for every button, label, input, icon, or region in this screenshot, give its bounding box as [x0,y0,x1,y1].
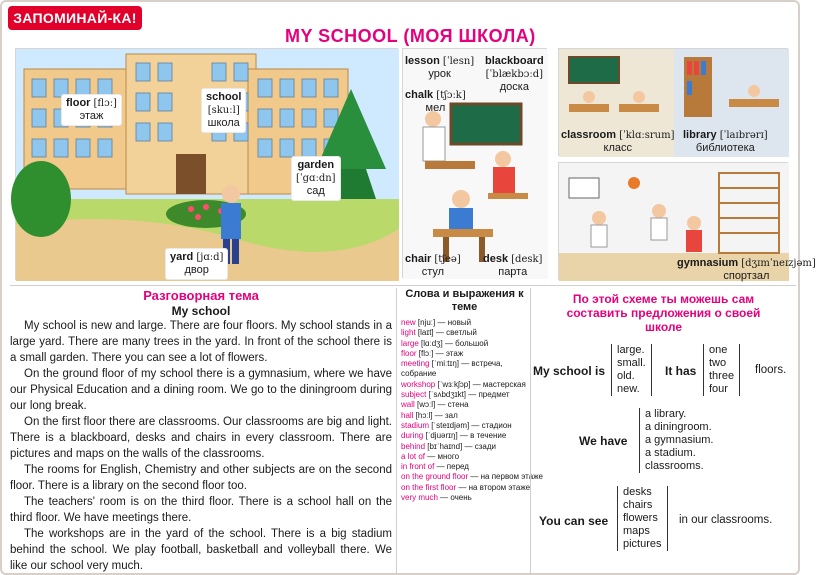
topic-column [10,288,392,573]
topic-subtitle: My school [171,304,231,318]
label-chalk: chalk [tʃɔːk] мел [405,89,466,114]
vocab-item: floor [flɔː] — этаж [401,348,464,358]
scheme-see-items: desks chairs flowers maps pictures [617,486,668,551]
vocab-item: in front of — перед [401,462,469,472]
vocab-item: light [laɪt] — светлый [401,328,477,338]
topic-paragraph: On the ground floor of my school there is a gymnasium, where we have our Physical Education and a dining room. We go to the diningroom during our long break. [10,368,392,412]
label-chair: chair [tʃeə] стул [405,253,461,278]
scheme-have-items: a library. a diningroom. a gymnasium. a stadium. classrooms. [639,408,718,473]
scheme-row-1 [531,344,797,404]
school-illustration [15,48,398,280]
vocab-item: on the first floor — на втором этаже [401,482,531,492]
school-scene-drawing [16,49,399,281]
label-blackboard: blackboard [ˈblækbɔːd] доска [485,55,544,93]
vocab-item: workshop [ˈwɜːkʃɔp] — мастерская [401,379,526,389]
scheme-row-3 [531,486,797,556]
label-floor: floor [flɔː] этаж [62,95,121,125]
scheme-lead: You can see [539,514,609,528]
topic-paragraph: My school is new and large. There are four floors. My school stands in a large yard. There are many trees in the yard. In front of the school there is a small garden. There you can see a lot of flowers. [10,320,392,364]
scheme-mid: It has [665,364,697,378]
classroom-library-illustration [558,48,788,156]
vocab-item: very much — очень [401,493,472,503]
vocab-item: stadium [ˈsteɪdjəm] — стадион [401,420,512,430]
vocab-item: large [lɑːdʒ] — большой [401,338,489,348]
vocab-item: собрание [401,369,437,379]
label-gymnasium: gymnasium [dʒɪmˈneɪzjəm] спортзал [677,257,816,282]
label-library: library [ˈlaɪbrərɪ] библиотека [683,129,768,154]
scheme-lead: We have [579,434,628,448]
vocab-item: meeting [ˈmiːtɪŋ] — встреча, [401,359,503,369]
series-banner: ЗАПОМИНАЙ-КА! [8,6,142,30]
scheme-tail: in our classrooms. [679,514,773,526]
vocab-item: wall [wɔːl] — стена [401,400,469,410]
vocab-list [401,318,543,503]
lesson-illustration [402,48,547,278]
label-lesson: lesson [ˈlesn] урок [405,55,475,80]
label-yard: yard [jɑːd] двор [166,249,227,279]
label-classroom: classroom [ˈklɑːsrum] класс [561,129,675,154]
label-garden: garden [ˈgɑːdn] сад [292,157,340,200]
label-desk: desk [desk] парта [483,253,543,278]
scheme-numbers: one two three four [703,344,740,396]
gymnasium-illustration [558,162,816,282]
scheme-heading: По этой схеме ты можешь сам составить предложения о своей школе [566,292,761,334]
vocab-item: on the ground floor — на первом этаже [401,472,543,482]
topic-paragraph: The teachers' room is on the third floor. There is a school hall on the third floor. We have meetings there. [10,496,392,524]
vocab-item: behind [bɪˈhaɪnd] — сзади [401,441,497,451]
vocab-item: during [ˈdjuərɪŋ] — в течение [401,431,507,441]
vocab-item: new [njuː] — новый [401,318,472,327]
label-school: school [skuːl] школа [202,89,245,132]
topic-paragraph: The rooms for English, Chemistry and other subjects are on the second floor. There is a library on the second floor too. [10,464,392,492]
scheme-row-2 [531,408,797,478]
vocab-item: hall [hɔːl] — зал [401,410,458,420]
section-divider [10,285,796,286]
page-title: MY SCHOOL (МОЯ ШКОЛА) [285,26,536,46]
scheme-lead: My school is [533,364,606,378]
topic-heading: Разговорная тема [143,288,259,303]
topic-paragraph: On the first floor there are classrooms. Our classrooms are big and light. There is a blackboard, desks and chairs in every classroom. There are pictures and maps on the walls of the classrooms. [10,416,392,460]
scheme-adjectives: large. small. old. new. [611,344,652,396]
vocab-item: a lot of — много [401,451,460,461]
topic-paragraph: The workshops are in the yard of the school. There is a big stadium behind the school. We play football, basketball and volleyball there. We like our school very much. [10,528,392,572]
vocab-heading: Слова и выражения к теме [405,288,524,313]
vocab-item: subject [ˈsʌbdʒɪkt] — предмет [401,390,510,400]
scheme-tail: floors. [755,364,787,376]
vocab-column [396,288,543,573]
scheme-column [530,288,796,573]
